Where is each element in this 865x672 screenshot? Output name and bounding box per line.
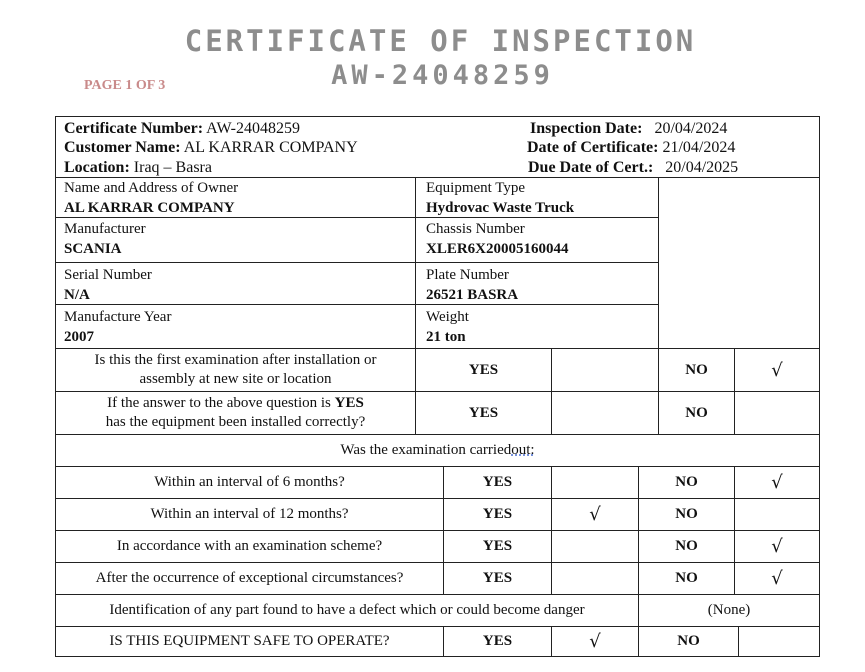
location-row: Location: Iraq – Basra — [64, 159, 212, 176]
interval-12-yes-check-icon: √ — [551, 498, 639, 531]
scheme-yes-mark — [551, 530, 639, 563]
year-label: Manufacture Year — [64, 309, 172, 325]
due-date-row: Due Date of Cert.: 20/04/2025 — [528, 159, 739, 176]
scheme-no: NO — [638, 530, 735, 563]
owner-label: Name and Address of Owner — [64, 180, 239, 196]
defect-value: (None) — [638, 594, 820, 627]
cert-date-row: Date of Certificate: 21/04/2024 — [527, 139, 736, 156]
serial-label: Serial Number — [64, 267, 152, 283]
equipment-value: Hydrovac Waste Truck — [426, 200, 575, 216]
equipment-label: Equipment Type — [426, 180, 526, 196]
q2-question: If the answer to the above question is YES has the equipment been installed correctly? — [55, 391, 416, 435]
defect-question: Identification of any part found to have a defect which or could become danger — [55, 594, 639, 627]
q2-no: NO — [658, 391, 735, 435]
interval-6-no-check-icon: √ — [734, 466, 820, 499]
page-indicator: PAGE 1 OF 3 — [84, 78, 166, 93]
year-value: 2007 — [64, 329, 94, 345]
safe-yes-check-icon: √ — [551, 626, 639, 657]
chassis-label: Chassis Number — [426, 221, 525, 237]
plate-value: 26521 BASRA — [426, 287, 519, 303]
scheme-question: In accordance with an examination scheme? — [55, 530, 444, 563]
interval-6-question: Within an interval of 6 months? — [55, 466, 444, 499]
exceptional-yes: YES — [443, 562, 552, 595]
blank-side-cell — [658, 177, 820, 349]
interval-12-yes: YES — [443, 498, 552, 531]
inspection-date-row: Inspection Date: 20/04/2024 — [530, 120, 728, 137]
manufacturer-value: SCANIA — [64, 241, 122, 257]
plate-label: Plate Number — [426, 267, 509, 283]
interval-6-yes-mark — [551, 466, 639, 499]
q1-no: NO — [658, 348, 735, 392]
exceptional-no-check-icon: √ — [734, 562, 820, 595]
interval-12-no-mark — [734, 498, 820, 531]
interval-12-no: NO — [638, 498, 735, 531]
exceptional-yes-mark — [551, 562, 639, 595]
q1-question: Is this the first examination after installation or assembly at new site or location — [55, 348, 416, 392]
exceptional-no: NO — [638, 562, 735, 595]
safe-no: NO — [638, 626, 739, 657]
customer-row: Customer Name: AL KARRAR COMPANY — [64, 139, 358, 156]
chassis-value: XLER6X20005160044 — [426, 241, 569, 257]
q2-yes-mark — [551, 391, 659, 435]
q2-no-mark — [734, 391, 820, 435]
exam-heading: Was the examination carried out: — [55, 434, 820, 467]
q1-yes-mark — [551, 348, 659, 392]
owner-value: AL KARRAR COMPANY — [64, 200, 235, 216]
q2-yes: YES — [415, 391, 552, 435]
exceptional-question: After the occurrence of exceptional circumstances? — [55, 562, 444, 595]
safe-yes: YES — [443, 626, 552, 657]
interval-6-no: NO — [638, 466, 735, 499]
q1-yes: YES — [415, 348, 552, 392]
certificate-code-heading: AW-24048259 — [331, 60, 554, 91]
weight-label: Weight — [426, 309, 469, 325]
interval-6-yes: YES — [443, 466, 552, 499]
cert-number-row: Certificate Number: AW-24048259 — [64, 120, 300, 137]
scheme-no-check-icon: √ — [734, 530, 820, 563]
q1-no-check-icon: √ — [734, 348, 820, 392]
scheme-yes: YES — [443, 530, 552, 563]
manufacturer-label: Manufacturer — [64, 221, 146, 237]
serial-value: N/A — [64, 287, 90, 303]
safe-question: IS THIS EQUIPMENT SAFE TO OPERATE? — [55, 626, 444, 657]
certificate-title: CERTIFICATE OF INSPECTION — [184, 24, 697, 58]
weight-value: 21 ton — [426, 329, 466, 345]
safe-no-mark — [738, 626, 820, 657]
interval-12-question: Within an interval of 12 months? — [55, 498, 444, 531]
